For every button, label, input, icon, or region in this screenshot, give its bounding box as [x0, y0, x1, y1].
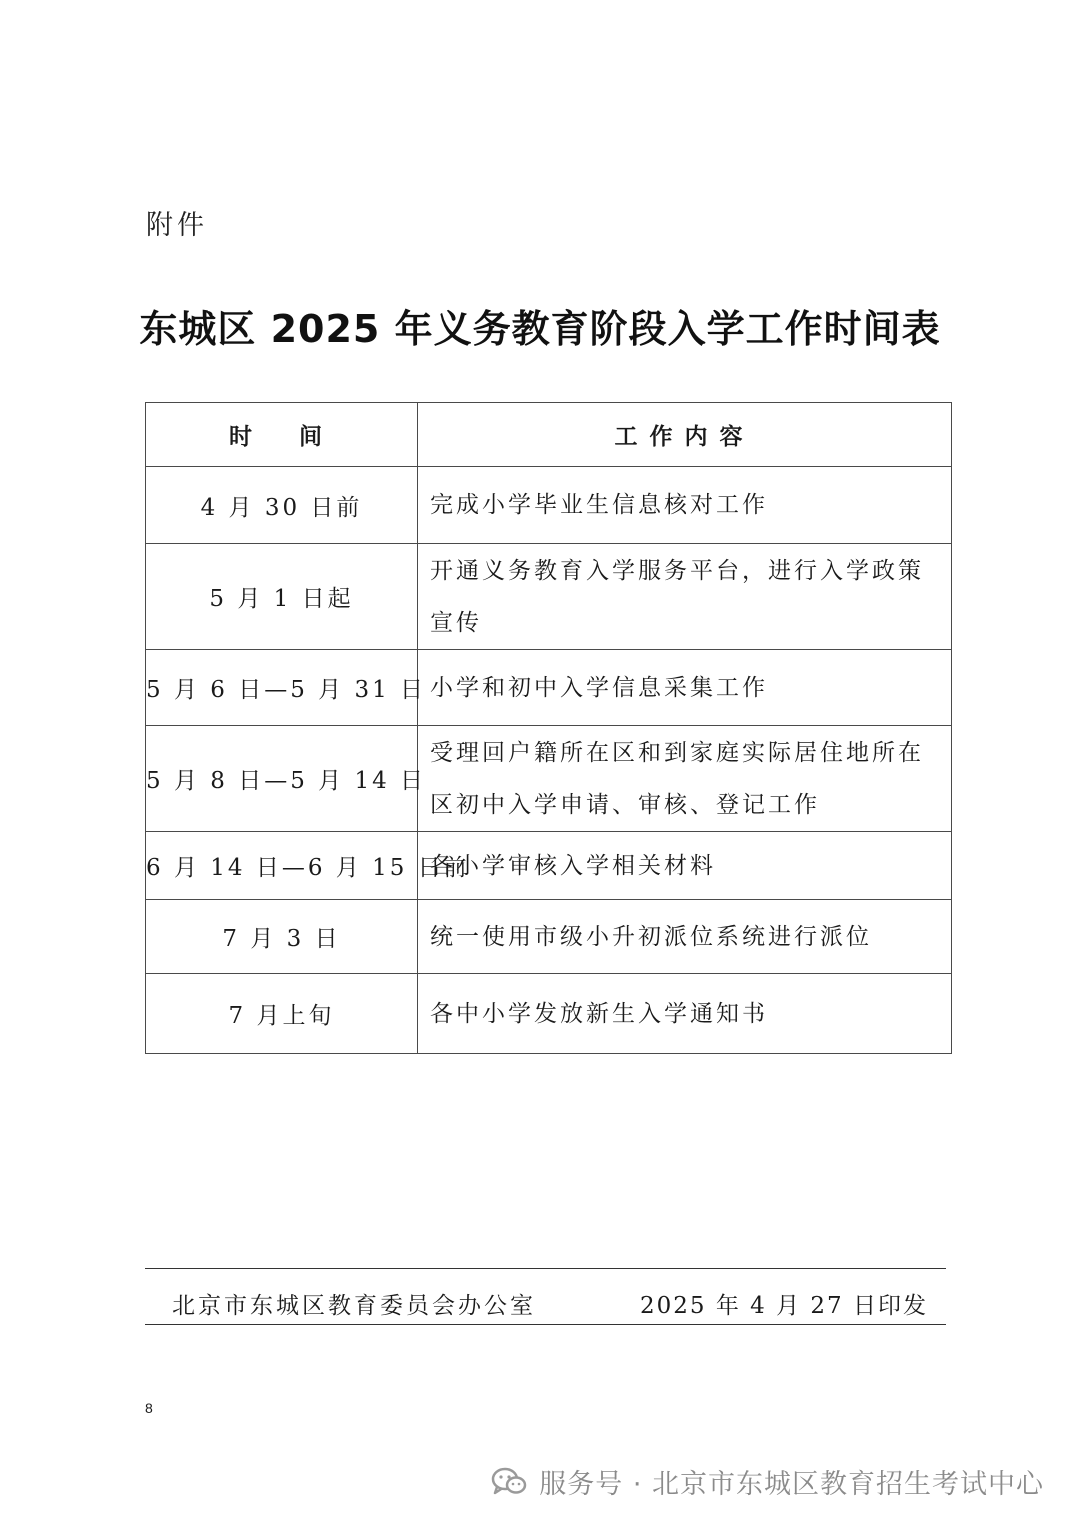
table-row [146, 544, 952, 650]
watermark-text: 服务号 · 北京市东城区教育招生考试中心 [539, 1469, 1044, 1500]
row-time: 7 月 3 日 [146, 900, 418, 974]
page-number: 8 [145, 1400, 153, 1416]
wechat-icon [491, 1466, 527, 1498]
header-time: 时 间 [146, 403, 418, 467]
table-header-row [146, 403, 952, 467]
row-time: 5 月 6 日—5 月 31 日 [146, 650, 418, 726]
watermark [491, 1462, 1044, 1501]
footer-date: 2025 年 4 月 27 日印发 [640, 1293, 928, 1319]
document-title: 东城区 2025 年义务教育阶段入学工作时间表 [139, 307, 941, 351]
schedule-table [145, 402, 952, 1054]
table-row [146, 832, 952, 900]
row-content: 各小学审核入学相关材料 [418, 832, 952, 900]
row-time: 6 月 14 日—6 月 15 日前 [146, 832, 418, 900]
attachment-label: 附件 [146, 210, 208, 241]
row-content: 完成小学毕业生信息核对工作 [418, 467, 952, 544]
table-row [146, 467, 952, 544]
row-content: 各中小学发放新生入学通知书 [418, 974, 952, 1054]
table-row [146, 974, 952, 1054]
table-row [146, 900, 952, 974]
row-time: 4 月 30 日前 [146, 467, 418, 544]
row-content: 受理回户籍所在区和到家庭实际居住地所在区初中入学申请、审核、登记工作 [418, 726, 952, 832]
row-content: 开通义务教育入学服务平台，进行入学政策宣传 [418, 544, 952, 650]
footer-bottom-rule [145, 1324, 946, 1325]
footer-issuer: 北京市东城区教育委员会办公室 [172, 1293, 536, 1319]
row-content: 统一使用市级小升初派位系统进行派位 [418, 900, 952, 974]
header-content: 工作内容 [418, 403, 952, 467]
table-row [146, 650, 952, 726]
row-time: 5 月 1 日起 [146, 544, 418, 650]
row-time: 5 月 8 日—5 月 14 日 [146, 726, 418, 832]
table-row [146, 726, 952, 832]
row-content: 小学和初中入学信息采集工作 [418, 650, 952, 726]
row-time: 7 月上旬 [146, 974, 418, 1054]
footer-top-rule [145, 1268, 946, 1269]
